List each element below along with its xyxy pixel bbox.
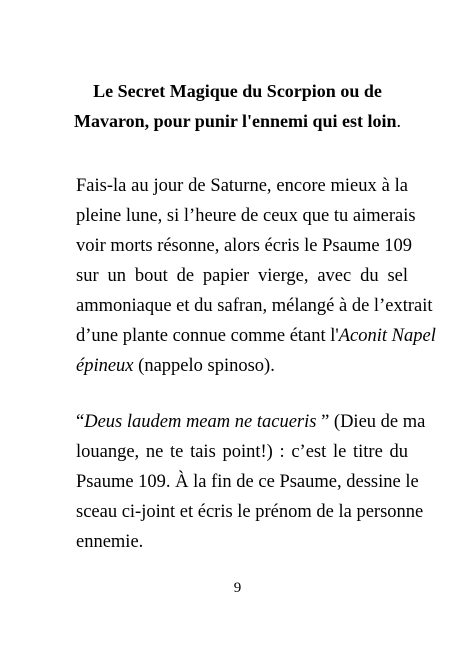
title-line-2-text: Mavaron, pour punir l'ennemi qui est loin xyxy=(73,111,397,131)
paragraph-line: voir morts résonne, alors écris le Psaume 109 xyxy=(76,236,413,256)
paragraph-line: sur un bout de papier vierge, avec du sel xyxy=(76,266,408,286)
page-title xyxy=(40,76,435,136)
paragraph-psalm xyxy=(76,407,426,557)
paragraph-line xyxy=(76,321,436,351)
quote-open: “ xyxy=(76,412,85,432)
paragraph-text: d’une plante connue comme étant l' xyxy=(76,326,339,346)
paragraph-line: Psaume 109. À la fin de ce Psaume, dessine le xyxy=(76,472,419,492)
plant-name-italic: Aconit Napel xyxy=(338,326,436,346)
plant-name-italic-cont: épineux xyxy=(76,356,134,376)
latin-quote-italic: Deus laudem meam ne tacueris xyxy=(84,412,317,432)
paragraph-text: ” (Dieu de ma xyxy=(316,412,426,432)
title-line-1: Le Secret Magique du Scorpion ou de xyxy=(93,81,382,101)
paragraph-instructions xyxy=(76,171,436,381)
paragraph-line: ennemie. xyxy=(76,532,144,552)
paragraph-line: louange, ne te tais point!) : c’est le titre du xyxy=(76,442,408,462)
paragraph-line xyxy=(76,407,426,437)
paragraph-text: (nappelo spinoso). xyxy=(133,356,275,376)
title-line-2 xyxy=(40,106,435,136)
paragraph-line: ammoniaque et du safran, mélangé à de l’extrait xyxy=(76,296,433,316)
paragraph-line: sceau ci-joint et écris le prénom de la personne xyxy=(76,502,424,522)
paragraph-line: Fais-la au jour de Saturne, encore mieux à la xyxy=(76,176,408,196)
title-period: . xyxy=(396,111,402,131)
paragraph-line: pleine lune, si l’heure de ceux que tu aimerais xyxy=(76,206,416,226)
paragraph-line xyxy=(76,351,408,381)
page-number: 9 xyxy=(233,580,242,596)
